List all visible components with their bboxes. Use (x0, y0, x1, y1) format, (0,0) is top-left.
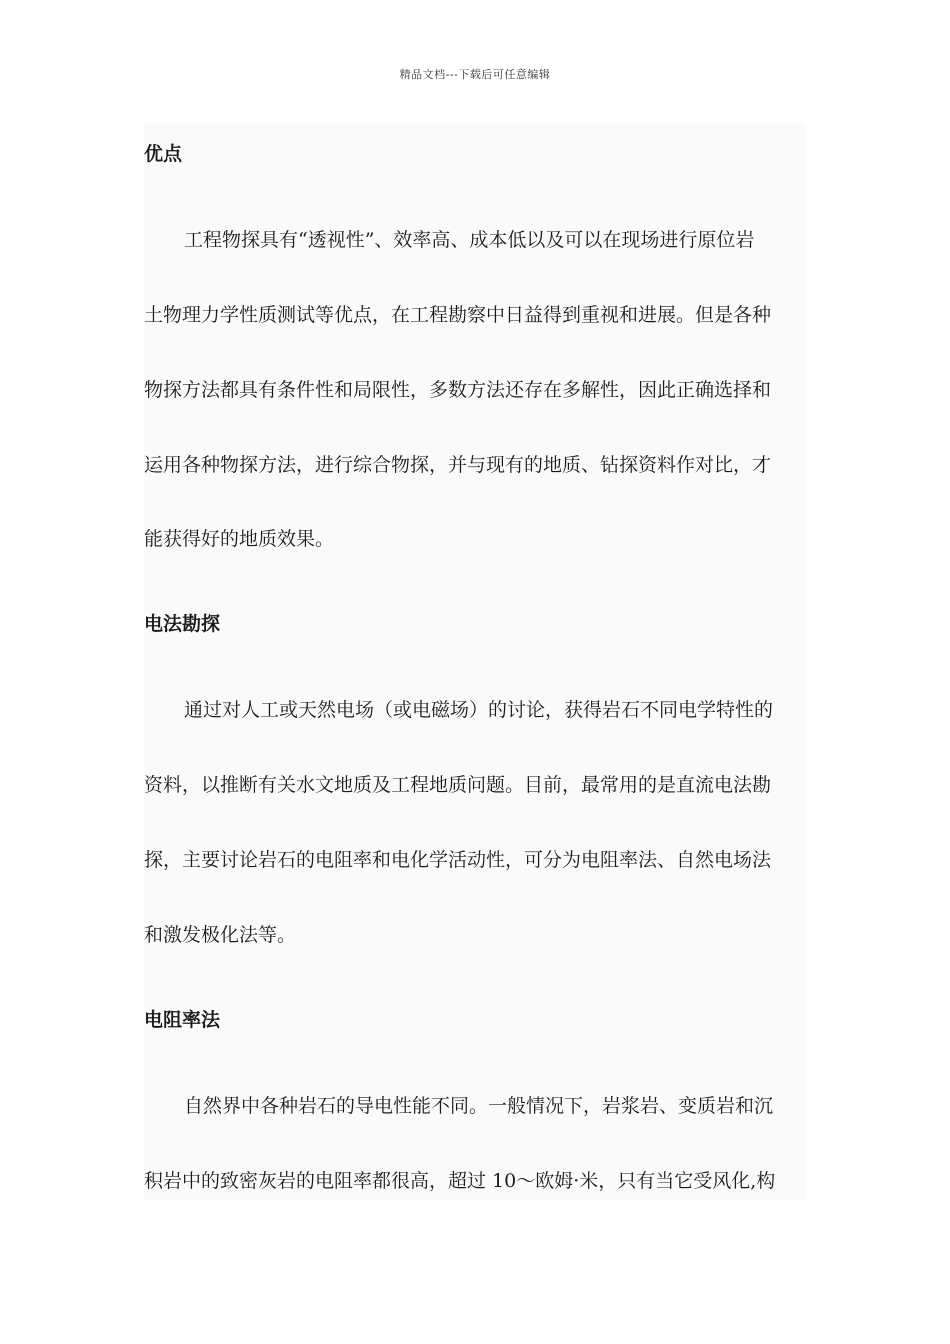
paragraph-line: 物探方法都具有条件性和局限性，多数方法还存在多解性，因此正确选择和 (144, 379, 772, 401)
paragraph-line: 通过对人工或天然电场（或电磁场）的讨论，获得岩石不同电学特性的 (184, 699, 774, 721)
paragraph-line: 能获得好的地质效果。 (144, 528, 335, 550)
paragraph-line: 土物理力学性质测试等优点，在工程勘察中日益得到重视和进展。但是各种 (144, 304, 772, 326)
section-heading-resistivity-method: 电阻率法 (144, 1009, 221, 1031)
paragraph-line: 自然界中各种岩石的导电性能不同。一般情况下，岩浆岩、变质岩和沉 (184, 1095, 774, 1117)
paragraph-line: 积岩中的致密灰岩的电阻率都很高，超过 10～欧姆·米，只有当它受风化,构 (144, 1170, 776, 1192)
paragraph-line: 资料，以推断有关水文地质及工程地质问题。目前，最常用的是直流电法勘 (144, 774, 772, 796)
paragraph-line: 工程物探具有“透视性”、效率高、成本低以及可以在现场进行原位岩 (184, 229, 755, 251)
section-heading-advantages: 优点 (144, 143, 183, 165)
paragraph-line: 运用各种物探方法，进行综合物探，并与现有的地质、钻探资料作对比，才 (144, 454, 772, 476)
paragraph-line: 探，主要讨论岩石的电阻率和电化学活动性，可分为电阻率法、自然电场法 (144, 849, 772, 871)
section-heading-electrical-prospecting: 电法勘探 (144, 613, 221, 635)
page-header: 精品文档---下载后可任意编辑 (399, 68, 551, 81)
paragraph-line: 和激发极化法等。 (144, 924, 297, 946)
document-body (144, 124, 806, 1200)
